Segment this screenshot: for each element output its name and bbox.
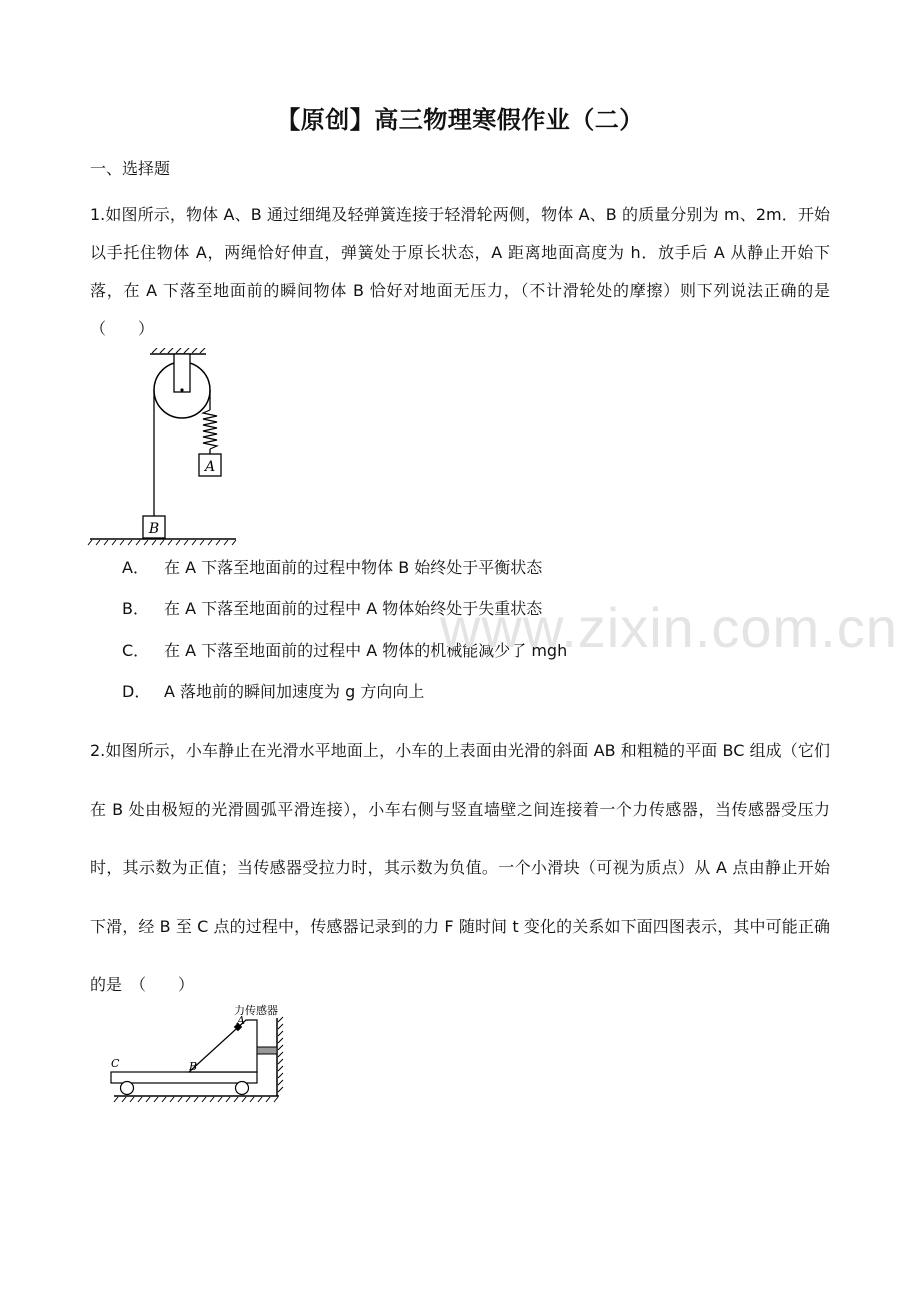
point-b-label: B xyxy=(189,1060,198,1073)
option-key: C． xyxy=(122,641,150,660)
option-text: 在 A 下落至地面前的过程中物体 B 始终处于平衡状态 xyxy=(164,558,543,577)
point-a-label: A xyxy=(237,1014,245,1027)
block-b-label: B xyxy=(148,521,160,537)
force-sensor-label: 力传感器 xyxy=(234,1004,278,1017)
question-1-text: 1.如图所示，物体 A、B 通过细绳及轻弹簧连接于轻滑轮两侧，物体 A、B 的质量分别为 m、2m．开始以手托住物体 A，两绳恰好伸直，弹簧处于原长状态，A 距离地面高度为 h．放手后 A 从静止开始下落，在 A 下落至地面前的瞬间物体 B 恰好对地面无压力，（不计滑轮处的摩擦）则下列说法正确的是（ ） xyxy=(90,205,830,338)
option-d[interactable] xyxy=(122,679,424,702)
question-2-text: 2.如图所示，小车静止在光滑水平地面上，小车的上表面由光滑的斜面 AB 和粗糙的平面 BC 组成（它们在 B 处由极短的光滑圆弧平滑连接），小车右侧与竖直墙壁之间连接着一个力传感器，当传感器受压力时，其示数为正值；当传感器受拉力时，其示数为负值。一个小滑块（可视为质点）从 A 点由静止开始下滑，经 B 至 C 点的过程中，传感器记录到的力 F 随时间 t 变化的关系如下面四图表示，其中可能正确的是 （ ） xyxy=(90,741,830,994)
block-a-label: A xyxy=(204,459,216,475)
option-text: 在 A 下落至地面前的过程中 A 物体始终处于失重状态 xyxy=(164,599,543,618)
option-a[interactable] xyxy=(122,555,542,578)
option-key: D． xyxy=(122,682,151,701)
option-text: A 落地前的瞬间加速度为 g 方向向上 xyxy=(164,682,425,701)
option-key: A． xyxy=(122,558,149,577)
pulley-spring-figure xyxy=(86,348,246,548)
watermark: www.zixin.com.cn xyxy=(440,596,898,659)
cart-sensor-figure xyxy=(104,998,294,1106)
option-key: B． xyxy=(122,599,149,618)
page-title: 【原创】高三物理寒假作业（二） xyxy=(276,106,644,134)
option-text: 在 A 下落至地面前的过程中 A 物体的机械能减少了 mgh xyxy=(164,641,568,660)
point-c-label: C xyxy=(111,1057,120,1070)
section-heading: 一、选择题 xyxy=(90,159,171,178)
